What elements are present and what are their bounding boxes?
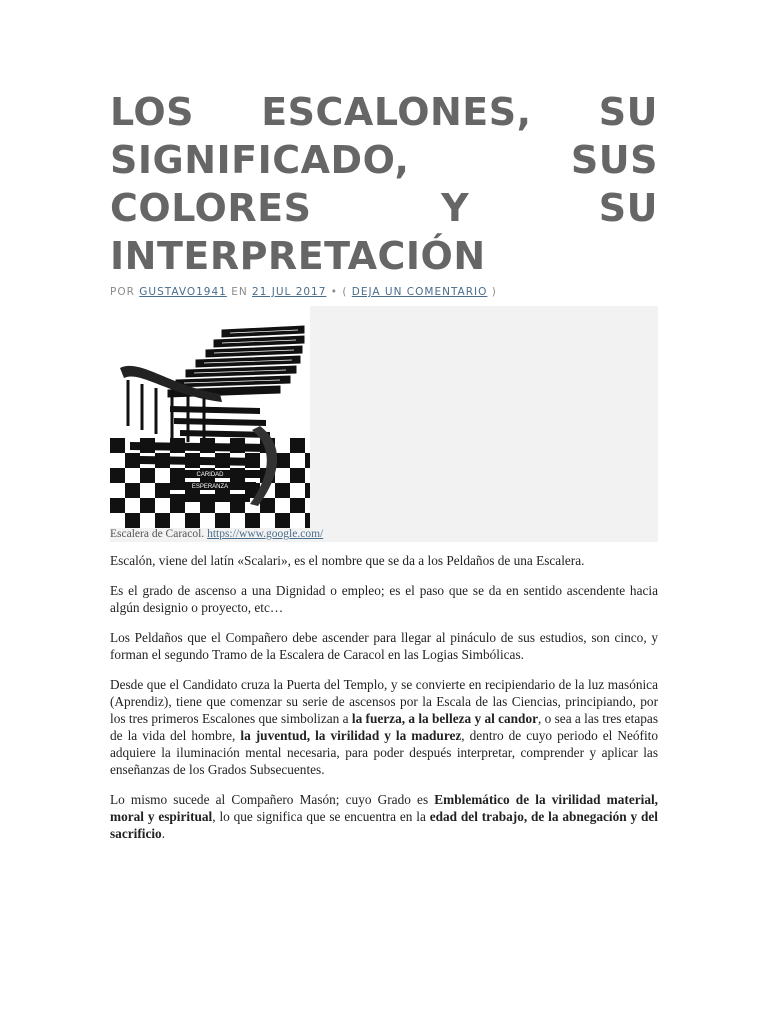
floor-tile — [290, 498, 305, 513]
floor-tile — [125, 453, 140, 468]
floor-tile — [140, 498, 155, 513]
floor-tile — [305, 483, 310, 498]
floor-tile — [155, 483, 170, 498]
meta-paren-close: ) — [491, 286, 497, 298]
floor-tile — [275, 483, 290, 498]
floor-tile — [260, 498, 275, 513]
figure-caption — [110, 528, 323, 540]
floor-tile — [110, 468, 125, 483]
paragraph-text: Lo mismo sucede al Compañero Masón; cuyo Grado es — [110, 792, 435, 807]
article-title: LOS ESCALONES, SU SIGNIFICADO, SUS COLORES Y SU INTERPRETACIÓN — [110, 90, 658, 278]
paragraph-text: Desde que el Candidato cruza la Puerta del Templo, y se convierte en recipiendario de la luz masónica (Aprendiz), tiene que comenzar su serie de ascensos por la Escala de las Ciencias, principiando, por los tres primeros Escalones que simbolizan a — [110, 677, 658, 726]
floor-tile — [155, 513, 170, 528]
caption-text: Escalera de Caracol. — [110, 528, 205, 540]
floor-tile — [275, 453, 290, 468]
paragraph-text: . — [161, 826, 166, 841]
floor-tile — [110, 498, 125, 513]
caption-link[interactable]: https://www.google.com/ — [207, 528, 324, 540]
paragraph-text: Es el grado de ascenso a una Dignidad o empleo; es el paso que se da en sentido ascendente hacia algún designio o proyecto, etc… — [110, 583, 658, 615]
paragraph-text: Escalón, viene del latín «Scalari», es el nombre que se da a los Peldaños de una Escalera. — [110, 553, 585, 568]
step-label-caridad: CARIDAD — [196, 472, 224, 478]
floor-tile — [125, 513, 140, 528]
floor-tile — [290, 438, 305, 453]
meta-paren-open: ( — [342, 286, 348, 298]
paragraph — [110, 552, 658, 569]
article — [110, 88, 658, 855]
meta-en: EN — [231, 286, 248, 298]
paragraph-text: , lo que significa que se encuentra en la — [212, 809, 430, 824]
paragraph — [110, 629, 658, 663]
meta-bullet: • — [330, 286, 338, 298]
floor-tile — [245, 513, 260, 528]
step-label-esperanza: ESPERANZA — [191, 484, 229, 490]
bold-text: edad del trabajo, de la abnegación y del sacrificio — [110, 809, 658, 841]
floor-tile — [275, 513, 290, 528]
floor-tile — [140, 468, 155, 483]
date-link[interactable]: 21 JUL 2017 — [252, 286, 327, 298]
floor-tile — [290, 468, 305, 483]
floor-tile — [305, 453, 310, 468]
floor-tile — [215, 513, 230, 528]
floor-tile — [110, 438, 125, 453]
paragraph-text: , o sea a las tres etapas de la vida del hombre, — [110, 711, 658, 743]
article-body — [110, 552, 658, 842]
paragraph — [110, 791, 658, 842]
floor-tile — [185, 513, 200, 528]
post-meta — [110, 286, 658, 298]
bold-text: Emblemático de la virilidad material, moral y espiritual — [110, 792, 659, 824]
article-figure — [110, 306, 658, 542]
spiral-staircase-illustration — [110, 306, 310, 528]
bold-text: la fuerza, a la belleza y al candor — [351, 711, 538, 726]
paragraph-text: , dentro de cuyo periodo el Neófito adquiere la iluminación mental necesaria, para poder después interpretar, comprender y aplicar las enseñanzas de los Grados Subsecuentes. — [110, 728, 658, 777]
bold-text: la juventud, la virilidad y la madurez — [240, 728, 462, 743]
paragraph — [110, 582, 658, 616]
floor-tile — [305, 513, 310, 528]
paragraph-text: Los Peldaños que el Compañero debe ascender para llegar al pináculo de sus estudios, son cinco, y forman el segundo Tramo de la Escalera de Caracol en las Logias Simbólicas. — [110, 630, 658, 662]
paragraph — [110, 676, 658, 778]
floor-tile — [125, 483, 140, 498]
comment-link[interactable]: DEJA UN COMENTARIO — [351, 286, 488, 298]
author-link[interactable]: GUSTAVO1941 — [139, 286, 227, 298]
meta-por: POR — [110, 286, 135, 298]
